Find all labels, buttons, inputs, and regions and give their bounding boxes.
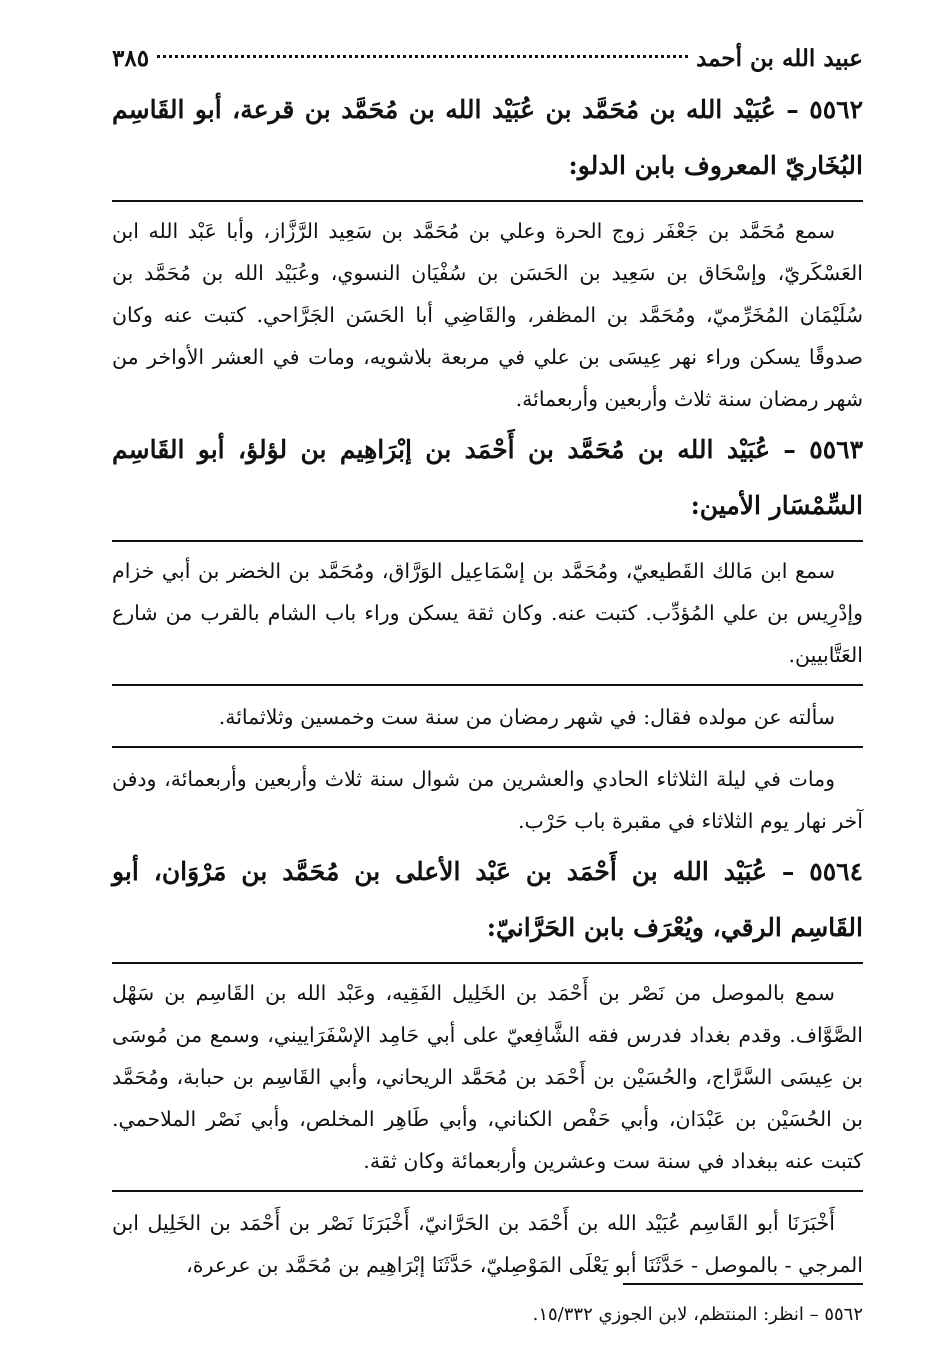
paragraph-divider [112,1190,863,1192]
entry-paragraph: سمع بالموصل من نَصْر بن أَحْمَد بن الخَلِيل الفَقِيه، وعَبْد الله بن القَاسِم بن سَهْل الصَّوَّاف. وقدم بغداد فدرس فقه الشَّافِعيّ على أبي حَامِد الإسْفَرَاييني، وسمع من مُوسَى بن عِيسَى السَّرَّاج، والحُسَيْن بن أَحْمَد بن مُحَمَّد الريحاني، وأبي القَاسِم بن حبابة، ومُحَمَّد بن الحُسَيْن بن عَبْدَان، وأبي حَفْص الكناني، وأبي طَاهِر المخلص، وأبي نَصْر الملاحمي. كتبت عنه ببغداد في سنة ست وعشرين وأربعمائة وكان ثقة. [112,981,863,1173]
entry-paragraph: ومات في ليلة الثلاثاء الحادي والعشرين من شوال سنة ثلاث وأربعين وأربعمائة، ودفن آخر نهار يوم الثلاثاء في مقبرة باب حَرْب. [112,767,863,833]
heading-divider [112,962,863,964]
entry-heading: ٥٥٦٢ – عُبَيْد الله بن مُحَمَّد بن عُبَيْد الله بن مُحَمَّد بن قرعة، أبو القَاسِم البُخَاريّ المعروف بابن الدلو: [112,95,863,180]
footnote-divider [623,1283,863,1285]
entry-paragraph: أَخْبَرَنَا أبو القَاسِم عُبَيْد الله بن أَحْمَد بن الحَرَّانيّ، أَخْبَرَنَا نَصْر بن أَحْمَد بن الخَلِيل ابن المرجي - بالموصل - حَدَّثَنَا أبو يَعْلَى المَوْصِليّ، حَدَّثَنَا إبْرَاهِيم بن مُحَمَّد بن عرعرة، [112,1211,863,1277]
heading-divider [112,540,863,542]
entry-paragraph: سمع ابن مَالك القَطيعيّ، ومُحَمَّد بن إسْمَاعِيل الوَرَّاق، ومُحَمَّد بن الخضر بن أبي خزام وإدْرِيس بن علي المُؤدِّب. كتبت عنه. وكان ثقة يسكن وراء باب الشام بالقرب من شارع العَتَّابيين. [112,559,863,667]
entry-5562 [112,82,863,420]
entry-paragraph: سألته عن مولده فقال: في شهر رمضان من سنة ست وخمسين وثلاثمائة. [218,705,835,729]
paragraph-divider [112,746,863,748]
page-number: ٣٨٥ [112,45,150,72]
dotted-leader [157,55,688,58]
paragraph-divider [112,684,863,686]
heading-divider [112,200,863,202]
entry-5564 [112,844,863,1286]
entry-paragraph: سمع مُحَمَّد بن جَعْفَر زوج الحرة وعلي بن مُحَمَّد بن سَعِيد الرَّزَّاز، وأبا عَبْد الله ابن العَسْكَريّ، وإسْحَاق بن سَعِيد بن الحَسَن بن سُفْيَان النسوي، وعُبَيْد الله بن مُحَمَّد بن سُلَيْمَان المُخَرِّميّ، ومُحَمَّد بن المظفر، والقَاضِي أبا الحَسَن الجَرَّاحي. كتبت عنه وكان صدوقًا يسكن وراء نهر عِيسَى بن علي في مربعة بلاشويه، ومات في العشر الأواخر من شهر رمضان سنة ثلاث وأربعين وأربعمائة. [112,219,863,411]
running-head-title: عبيد الله بن أحمد [696,45,863,72]
running-head [112,36,863,82]
entry-heading: ٥٥٦٤ – عُبَيْد الله بن أَحْمَد بن عَبْد الأعلى بن مُحَمَّد بن مَرْوَان، أبو القَاسِم الرقي، ويُعْرَف بابن الحَرَّانيّ: [112,857,863,942]
entry-heading: ٥٥٦٣ – عُبَيْد الله بن مُحَمَّد بن أَحْمَد بن إبْرَاهِيم بن لؤلؤ، أبو القَاسِم السِّمْسَار الأمين: [112,435,863,520]
footnote: ٥٥٦٢ – انظر: المنتظم، لابن الجوزي ١٥/٣٣٢. [532,1304,863,1325]
entry-5563 [112,422,863,842]
